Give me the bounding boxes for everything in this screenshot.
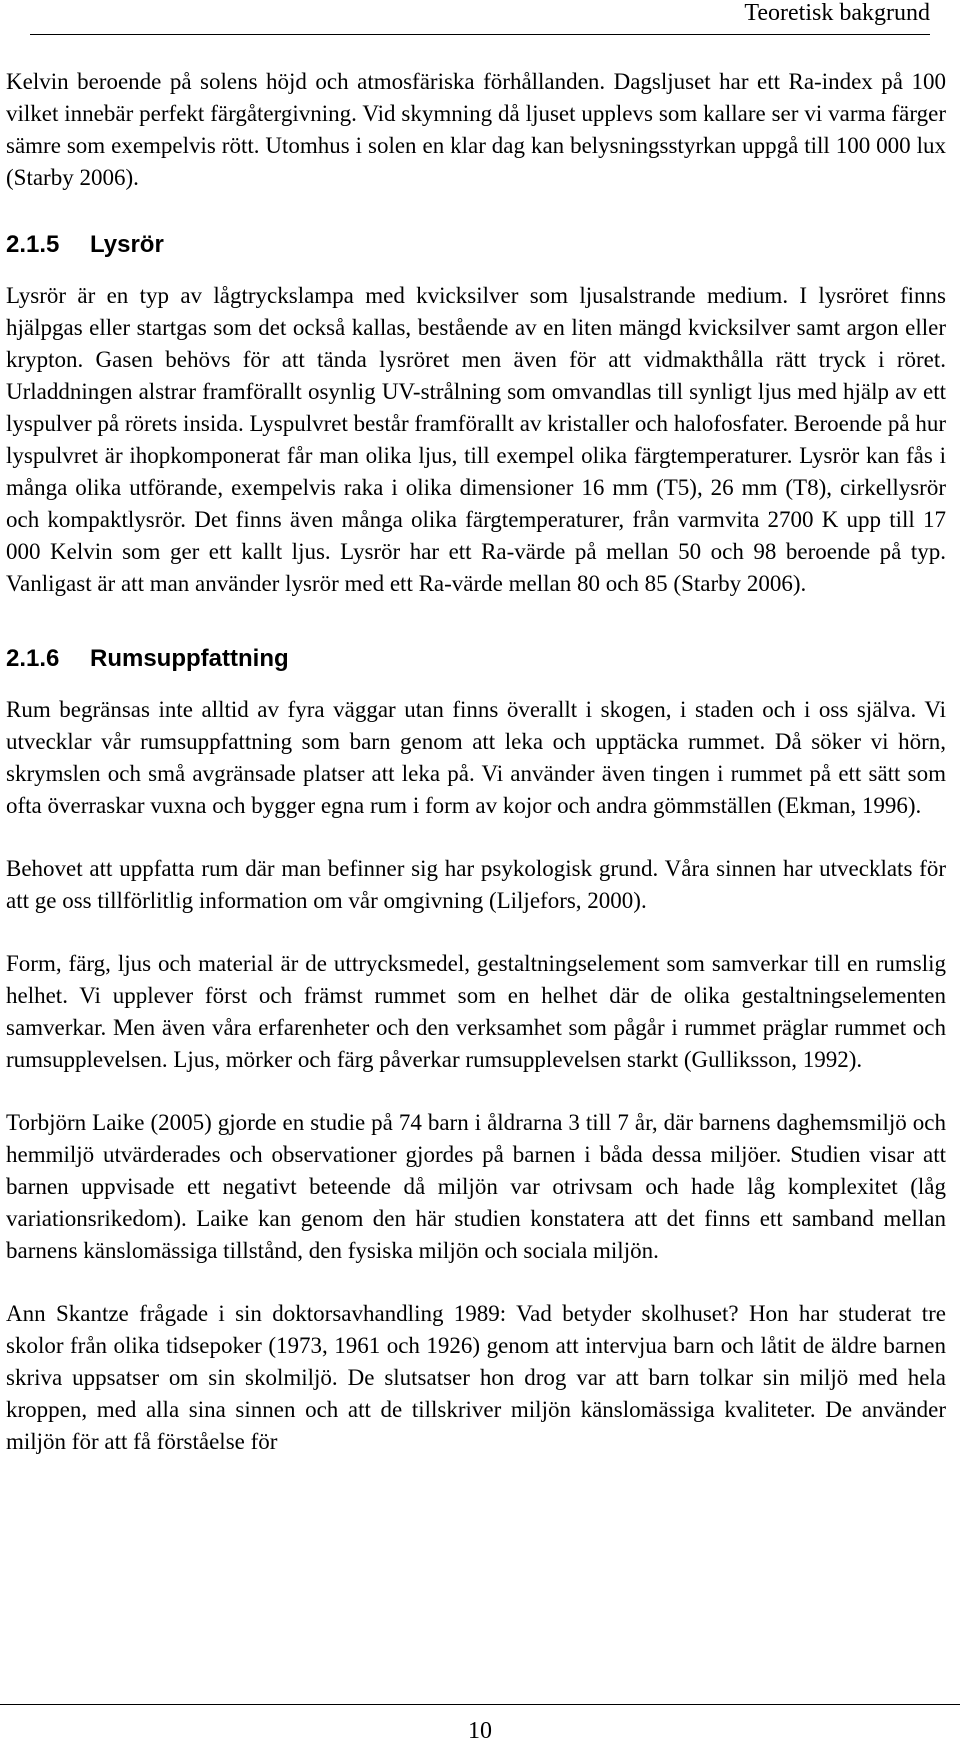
lysror-paragraph: Lysrör är en typ av lågtryckslampa med kvicksilver som ljusalstrande medium. I lysröret finns hjälpgas eller startgas som det också kallas, bestående av en liten mängd kvicksilver samt argon eller krypton. Gasen behövs för att tända lysröret men även för att vidmakthålla rätt tryck i röret. Urladdningen alstrar framförallt osynlig UV-strålning som omvandlas till synligt ljus med hjälp av ett lyspulver på rörets insida. Lyspulvret består framförallt av kristaller och halofosfater. Beroende på hur lyspulvret är ihopkomponerat får man olika ljus, till exempel olika färgtemperaturer. Lysrör kan fås i många olika utförande, exempelvis raka i olika dimensioner 16 mm (T5), 26 mm (T8), cirkellysrör och kompaktlysrör. Det finns även många olika färgtemperaturer, från varmvita 2700 K upp till 17 000 Kelvin som ger ett kallt ljus. Lysrör har ett Ra-värde på mellan 50 och 98 beroende på typ. Vanligast är att man använder lysrör med ett Ra-värde mellan 80 och 85 (Starby 2006). <box>6 283 946 596</box>
page-number: 10 <box>468 1718 492 1744</box>
body-paragraph: Form, färg, ljus och material är de uttrycksmedel, gestaltningselement som samverkar till en rumslig helhet. Vi upplever först och främst rummet som en helhet där de olika gestaltningselementen samverkar. Men även våra erfarenheter och den verksamhet som pågår i rummet präglar rummet och rumsupplevelsen. Ljus, mörker och färg påverkar rumsupplevelsen starkt (Gulliksson, 1992). <box>6 951 946 1072</box>
section-heading-2-1-5 <box>6 230 946 260</box>
body-paragraph: Behovet att uppfatta rum där man befinner sig har psykologisk grund. Våra sinnen har utvecklats för att ge oss tillförlitlig information om vår omgivning (Liljefors, 2000). <box>6 856 946 913</box>
section-title: Lysrör <box>90 231 164 258</box>
body-paragraph: Rum begränsas inte alltid av fyra väggar utan finns överallt i skogen, i staden och i oss själva. Vi utvecklar vår rumsuppfattning som barn genom att leka och upptäcka rummet. Då söker vi hörn, skrymslen och små avgränsade platser att leka på. Vi använder även tingen i rummet på ett sätt som ofta överraskar vuxna och bygger egna rum i form av kojor och andra gömmställen (Ekman, 1996). <box>6 697 946 818</box>
section-heading-2-1-6 <box>6 644 946 674</box>
body-paragraph: Ann Skantze frågade i sin doktorsavhandling 1989: Vad betyder skolhuset? Hon har studerat tre skolor från olika tidsepoker (1973, 1961 och 1926) genom att intervjua barn och låtit de äldre barnen skriva uppsatser om sin skolmiljö. De slutsatser hon drog var att barn tolkar sin miljö med hela kroppen, med alla sina sinnen och att de tillskriver miljön känslomässiga kvaliteter. De använder miljön för att få förståelse för <box>6 1301 946 1454</box>
section-number: 2.1.5 <box>6 231 60 258</box>
section-title: Rumsuppfattning <box>90 645 289 672</box>
page-body <box>6 66 946 1458</box>
intro-paragraph: Kelvin beroende på solens höjd och atmosfäriska förhållanden. Dagsljuset har ett Ra-index på 100 vilket innebär perfekt färgåtergivning. Vid skymning då ljuset upplevs som kallare ser vi varma färger sämre som exempelvis rött. Utomhus i solen en klar dag kan belysningsstyrkan uppgå till 100 000 lux (Starby 2006). <box>6 69 946 190</box>
running-header-title: Teoretisk bakgrund <box>744 0 930 26</box>
body-paragraph: Torbjörn Laike (2005) gjorde en studie på 74 barn i åldrarna 3 till 7 år, där barnens daghemsmiljö och hemmiljö utvärderades och observationer gjordes på barnen i båda dessa miljöer. Studien visar att barnen uppvisade ett negativt beteende då miljön var otrivsam och hade låg komplexitet (låg variationsrikedom). Laike kan genom den här studien konstatera att det finns ett samband mellan barnens känslomässiga tillstånd, den fysiska miljön och sociala miljön. <box>6 1110 946 1263</box>
footer-divider <box>0 1704 960 1705</box>
running-header <box>30 0 930 35</box>
section-number: 2.1.6 <box>6 645 60 672</box>
